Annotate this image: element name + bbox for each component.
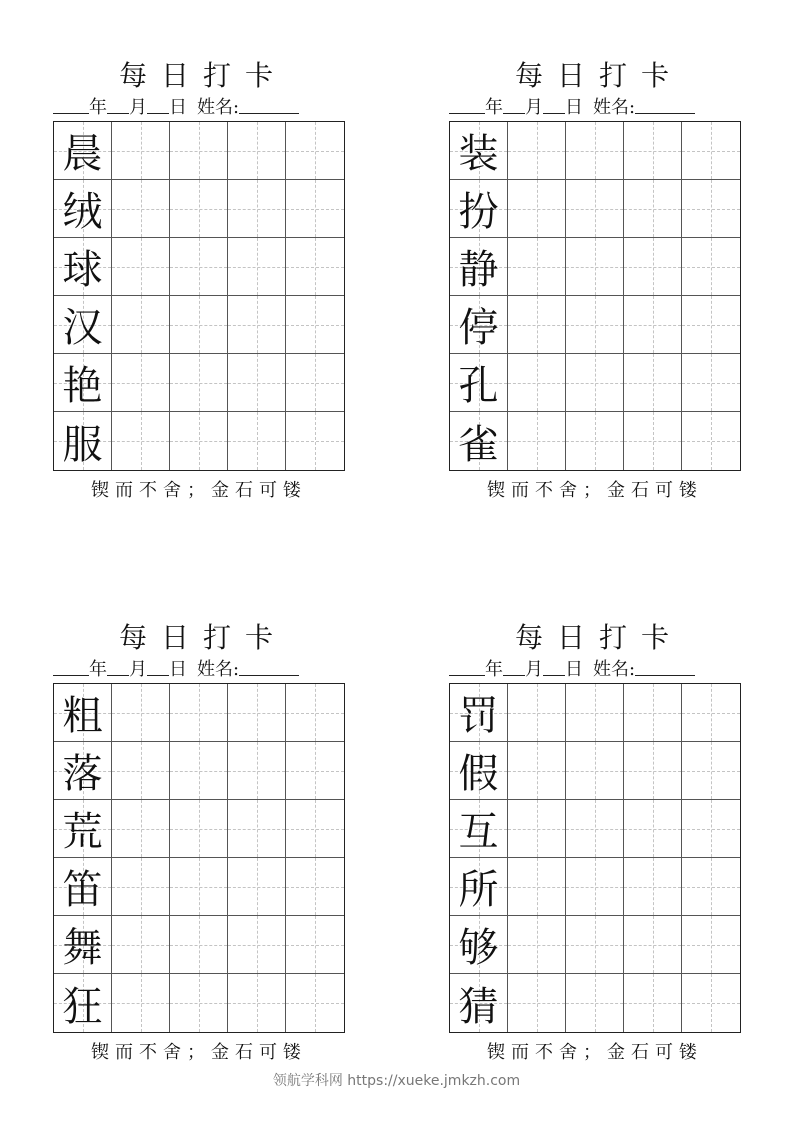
model-character: 服 [62, 421, 103, 468]
model-character: 落 [62, 751, 103, 797]
practice-cell[interactable] [228, 800, 286, 858]
model-character-cell [54, 742, 112, 800]
practice-cell[interactable] [112, 742, 170, 800]
practice-cell[interactable] [286, 800, 344, 858]
practice-cell[interactable] [508, 916, 566, 974]
day-label: 日 [169, 97, 187, 118]
practice-cell[interactable] [112, 974, 170, 1032]
practice-cell[interactable] [682, 122, 740, 180]
month-label: 月 [129, 97, 147, 118]
footer-watermark: 领航学科网 https://xueke.jmkzh.com [272, 1073, 521, 1089]
practice-cell[interactable] [624, 296, 682, 354]
model-character-cell [54, 974, 112, 1032]
practice-cell[interactable] [112, 354, 170, 412]
month-blank [503, 658, 525, 676]
practice-cell[interactable] [170, 296, 228, 354]
date-name-line [449, 96, 749, 120]
practice-cell[interactable] [566, 974, 624, 1032]
practice-cell[interactable] [682, 354, 740, 412]
practice-cell[interactable] [624, 412, 682, 470]
name-label: 姓名: [197, 659, 240, 680]
name-blank [239, 96, 299, 114]
year-blank [53, 658, 89, 676]
practice-cell[interactable] [170, 122, 228, 180]
model-character-cell [450, 180, 508, 238]
model-character: 粗 [62, 693, 103, 739]
practice-cell[interactable] [228, 684, 286, 742]
model-character: 雀 [458, 421, 499, 468]
practice-cell[interactable] [682, 684, 740, 742]
practice-cell[interactable] [170, 180, 228, 238]
practice-cell[interactable] [228, 238, 286, 296]
practice-cell[interactable] [566, 238, 624, 296]
practice-cell[interactable] [508, 684, 566, 742]
practice-card [449, 620, 749, 1070]
practice-cell[interactable] [112, 684, 170, 742]
practice-cell[interactable] [286, 180, 344, 238]
model-character: 艳 [62, 363, 103, 409]
practice-cell[interactable] [112, 858, 170, 916]
practice-cell[interactable] [170, 858, 228, 916]
model-character-cell [54, 684, 112, 742]
model-character-cell [450, 354, 508, 412]
practice-cell[interactable] [624, 122, 682, 180]
model-character: 所 [458, 867, 499, 913]
practice-cell[interactable] [508, 122, 566, 180]
practice-cell[interactable] [508, 354, 566, 412]
month-label: 月 [525, 659, 543, 680]
model-character-cell [450, 122, 508, 180]
year-blank [449, 96, 485, 114]
practice-cell[interactable] [682, 916, 740, 974]
practice-cell[interactable] [682, 296, 740, 354]
practice-cell[interactable] [508, 742, 566, 800]
day-label: 日 [565, 97, 583, 118]
practice-cell[interactable] [112, 296, 170, 354]
practice-cell[interactable] [112, 122, 170, 180]
practice-cell[interactable] [228, 412, 286, 470]
practice-card [449, 58, 749, 508]
practice-cell[interactable] [228, 180, 286, 238]
date-name-line [53, 658, 353, 682]
month-label: 月 [525, 97, 543, 118]
practice-cell[interactable] [286, 354, 344, 412]
practice-cell[interactable] [682, 238, 740, 296]
tianzige-grid [53, 121, 345, 471]
model-character-cell [54, 354, 112, 412]
practice-cell[interactable] [566, 412, 624, 470]
model-character: 互 [458, 809, 499, 855]
card-title: 每日打卡 [118, 621, 287, 654]
model-character: 球 [62, 247, 103, 293]
practice-cell[interactable] [228, 916, 286, 974]
practice-cell[interactable] [170, 412, 228, 470]
practice-cell[interactable] [112, 916, 170, 974]
month-blank [107, 96, 129, 114]
year-label: 年 [89, 97, 107, 118]
day-blank [147, 658, 169, 676]
month-blank [107, 658, 129, 676]
practice-cell[interactable] [112, 180, 170, 238]
card-title: 每日打卡 [514, 621, 683, 654]
model-character: 荒 [62, 809, 103, 855]
month-blank [503, 96, 525, 114]
practice-cell[interactable] [286, 296, 344, 354]
practice-cell[interactable] [624, 684, 682, 742]
practice-cell[interactable] [508, 858, 566, 916]
model-character: 笛 [62, 867, 103, 913]
model-character-cell [450, 800, 508, 858]
practice-cell[interactable] [170, 684, 228, 742]
name-blank [635, 658, 695, 676]
practice-cell[interactable] [170, 916, 228, 974]
practice-cell[interactable] [624, 858, 682, 916]
practice-cell[interactable] [624, 238, 682, 296]
model-character: 狂 [62, 983, 103, 1030]
name-label: 姓名: [593, 97, 636, 118]
model-character-cell [54, 916, 112, 974]
practice-cell[interactable] [508, 412, 566, 470]
model-character-cell [450, 684, 508, 742]
practice-cell[interactable] [228, 858, 286, 916]
day-blank [147, 96, 169, 114]
practice-cell[interactable] [508, 974, 566, 1032]
practice-cell[interactable] [624, 742, 682, 800]
year-blank [449, 658, 485, 676]
practice-cell[interactable] [566, 354, 624, 412]
practice-cell[interactable] [170, 742, 228, 800]
day-label: 日 [565, 659, 583, 680]
practice-cell[interactable] [682, 412, 740, 470]
motto-text: 锲而不舍；金石可镂 [487, 1042, 703, 1063]
practice-cell[interactable] [286, 238, 344, 296]
practice-cell[interactable] [170, 238, 228, 296]
name-blank [635, 96, 695, 114]
day-label: 日 [169, 659, 187, 680]
model-character-cell [450, 974, 508, 1032]
tianzige-grid [449, 121, 741, 471]
practice-cell[interactable] [508, 180, 566, 238]
practice-cell[interactable] [566, 296, 624, 354]
practice-cell[interactable] [228, 296, 286, 354]
model-character-cell [54, 122, 112, 180]
practice-cell[interactable] [624, 180, 682, 238]
practice-cell[interactable] [286, 122, 344, 180]
month-label: 月 [129, 659, 147, 680]
practice-cell[interactable] [566, 742, 624, 800]
practice-cell[interactable] [228, 354, 286, 412]
practice-cell[interactable] [624, 800, 682, 858]
practice-cell[interactable] [682, 858, 740, 916]
model-character: 够 [458, 925, 499, 971]
model-character-cell [450, 858, 508, 916]
practice-cell[interactable] [112, 800, 170, 858]
practice-cell[interactable] [228, 974, 286, 1032]
practice-cell[interactable] [624, 354, 682, 412]
practice-cell[interactable] [566, 122, 624, 180]
practice-cell[interactable] [682, 180, 740, 238]
model-character-cell [450, 296, 508, 354]
motto-text: 锲而不舍；金石可镂 [487, 480, 703, 501]
practice-cell[interactable] [170, 354, 228, 412]
model-character-cell [54, 180, 112, 238]
model-character: 晨 [62, 131, 103, 177]
practice-cell[interactable] [682, 742, 740, 800]
motto-text: 锲而不舍；金石可镂 [91, 1042, 307, 1063]
practice-cell[interactable] [566, 180, 624, 238]
year-blank [53, 96, 89, 114]
tianzige-grid [449, 683, 741, 1033]
practice-card [53, 620, 353, 1070]
model-character-cell [450, 742, 508, 800]
practice-cell[interactable] [624, 974, 682, 1032]
year-label: 年 [485, 659, 503, 680]
practice-cell[interactable] [624, 916, 682, 974]
practice-cell[interactable] [286, 412, 344, 470]
model-character-cell [450, 238, 508, 296]
practice-cell[interactable] [228, 122, 286, 180]
practice-cell[interactable] [682, 974, 740, 1032]
model-character: 装 [458, 131, 499, 177]
motto-text: 锲而不舍；金石可镂 [91, 480, 307, 501]
model-character: 孔 [458, 363, 499, 409]
practice-cell[interactable] [508, 296, 566, 354]
practice-cell[interactable] [682, 800, 740, 858]
model-character: 汉 [62, 305, 103, 351]
day-blank [543, 96, 565, 114]
tianzige-grid [53, 683, 345, 1033]
year-label: 年 [89, 659, 107, 680]
name-blank [239, 658, 299, 676]
model-character-cell [450, 916, 508, 974]
practice-cell[interactable] [286, 684, 344, 742]
practice-cell[interactable] [566, 684, 624, 742]
practice-card [53, 58, 353, 508]
practice-cell[interactable] [286, 742, 344, 800]
practice-cell[interactable] [170, 800, 228, 858]
name-label: 姓名: [593, 659, 636, 680]
practice-cell[interactable] [112, 412, 170, 470]
card-title: 每日打卡 [514, 59, 683, 92]
practice-cell[interactable] [566, 916, 624, 974]
model-character: 舞 [62, 925, 103, 971]
practice-cell[interactable] [170, 974, 228, 1032]
year-label: 年 [485, 97, 503, 118]
practice-cell[interactable] [228, 742, 286, 800]
name-label: 姓名: [197, 97, 240, 118]
model-character-cell [54, 238, 112, 296]
practice-cell[interactable] [508, 800, 566, 858]
date-name-line [53, 96, 353, 120]
practice-cell[interactable] [286, 916, 344, 974]
card-title: 每日打卡 [118, 59, 287, 92]
date-name-line [449, 658, 749, 682]
model-character-cell [54, 800, 112, 858]
model-character: 静 [458, 247, 499, 293]
practice-cell[interactable] [112, 238, 170, 296]
practice-cell[interactable] [566, 858, 624, 916]
model-character-cell [54, 858, 112, 916]
model-character: 罚 [458, 693, 499, 739]
model-character: 停 [458, 305, 499, 351]
practice-cell[interactable] [508, 238, 566, 296]
practice-cell[interactable] [566, 800, 624, 858]
model-character: 扮 [458, 189, 499, 235]
model-character-cell [54, 296, 112, 354]
model-character: 猜 [458, 983, 499, 1030]
model-character-cell [54, 412, 112, 470]
day-blank [543, 658, 565, 676]
model-character: 绒 [62, 189, 103, 235]
practice-cell[interactable] [286, 974, 344, 1032]
practice-cell[interactable] [286, 858, 344, 916]
model-character: 假 [458, 751, 499, 797]
model-character-cell [450, 412, 508, 470]
